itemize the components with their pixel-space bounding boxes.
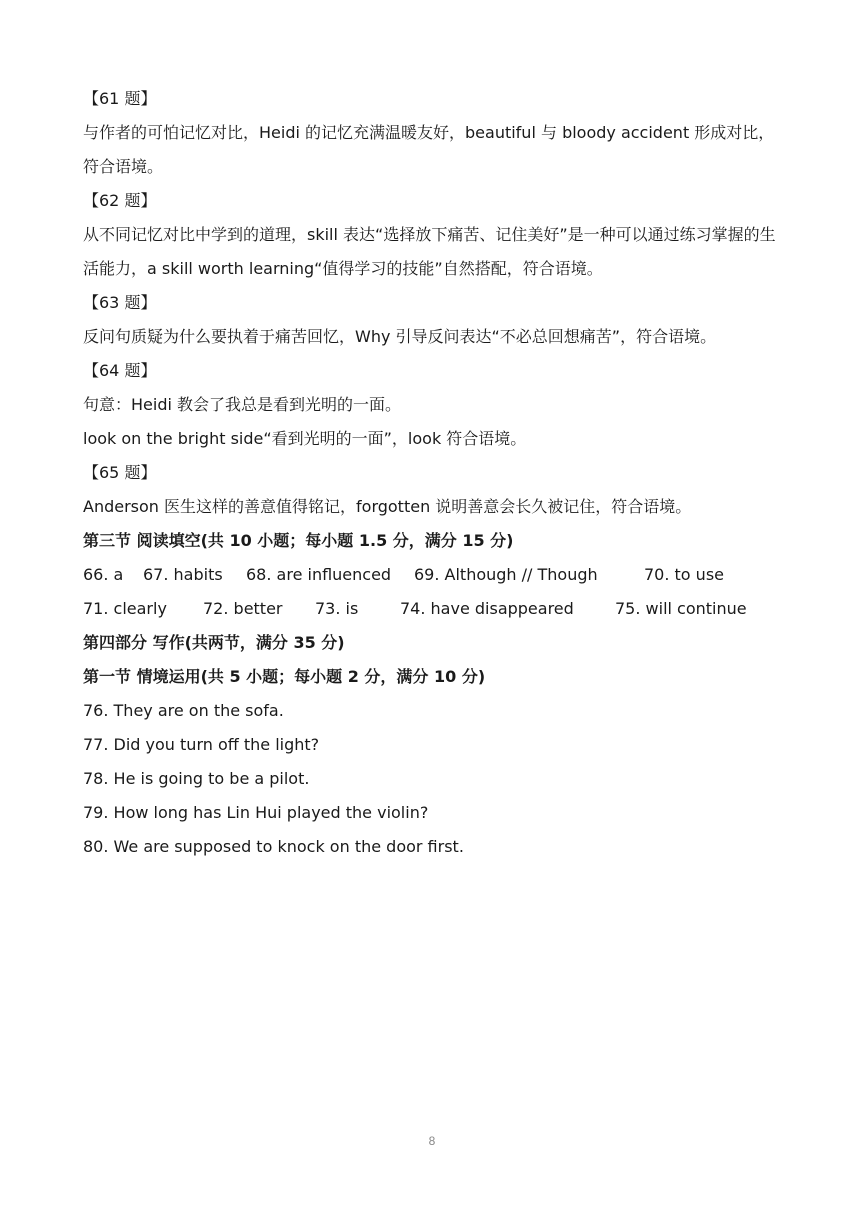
- q64-label: 【64 题】: [83, 361, 157, 380]
- q61-explanation: 与作者的可怕记忆对比，Heidi 的记忆充满温暖友好，beautiful 与 bloody accident 形成对比，符合语境。: [83, 123, 775, 176]
- answer-73: 73. is: [315, 599, 359, 618]
- section1-heading: 第一节 情境运用(共 5 小题；每小题 2 分，满分 10 分): [83, 667, 486, 686]
- answer-76: 76. They are on the sofa.: [83, 701, 284, 720]
- q64-explanation-line1: 句意：Heidi 教会了我总是看到光明的一面。: [83, 395, 402, 414]
- answer-67: 67. habits: [143, 565, 223, 584]
- section3-heading: 第三节 阅读填空(共 10 小题；每小题 1.5 分，满分 15 分): [83, 531, 514, 550]
- q61-label: 【61 题】: [83, 89, 157, 108]
- answer-75: 75. will continue: [615, 599, 747, 618]
- answer-69: 69. Although // Though: [414, 565, 598, 584]
- answer-68: 68. are influenced: [246, 565, 392, 584]
- q63-explanation: 反问句质疑为什么要执着于痛苦回忆，Why 引导反问表达“不必总回想痛苦”，符合语境。: [83, 327, 717, 346]
- q65-explanation: Anderson 医生这样的善意值得铭记，forgotten 说明善意会长久被记住，符合语境。: [83, 497, 692, 516]
- q62-label: 【62 题】: [83, 191, 157, 210]
- answer-71: 71. clearly: [83, 599, 167, 618]
- section3-answers-row1: [83, 558, 783, 592]
- answer-72: 72. better: [203, 599, 283, 618]
- answer-80: 80. We are supposed to knock on the door first.: [83, 837, 464, 856]
- answer-78: 78. He is going to be a pilot.: [83, 769, 310, 788]
- q63-label: 【63 题】: [83, 293, 157, 312]
- q65-label: 【65 题】: [83, 463, 157, 482]
- answer-79: 79. How long has Lin Hui played the violin?: [83, 803, 429, 822]
- answer-66: 66. a: [83, 565, 124, 584]
- document-body: [83, 82, 783, 864]
- answer-77: 77. Did you turn off the light?: [83, 735, 320, 754]
- part4-heading: 第四部分 写作(共两节，满分 35 分): [83, 633, 345, 652]
- section3-answers-row2: [83, 592, 783, 626]
- answer-74: 74. have disappeared: [400, 599, 574, 618]
- answer-70: 70. to use: [644, 565, 724, 584]
- q62-explanation: 从不同记忆对比中学到的道理，skill 表达“选择放下痛苦、记住美好”是一种可以通过练习掌握的生活能力，a skill worth learning“值得学习的技能”自然搭配，符合语境。: [83, 225, 776, 278]
- q64-explanation-line2: look on the bright side“看到光明的一面”，look 符合语境。: [83, 429, 527, 448]
- page-number: 8: [428, 1134, 436, 1148]
